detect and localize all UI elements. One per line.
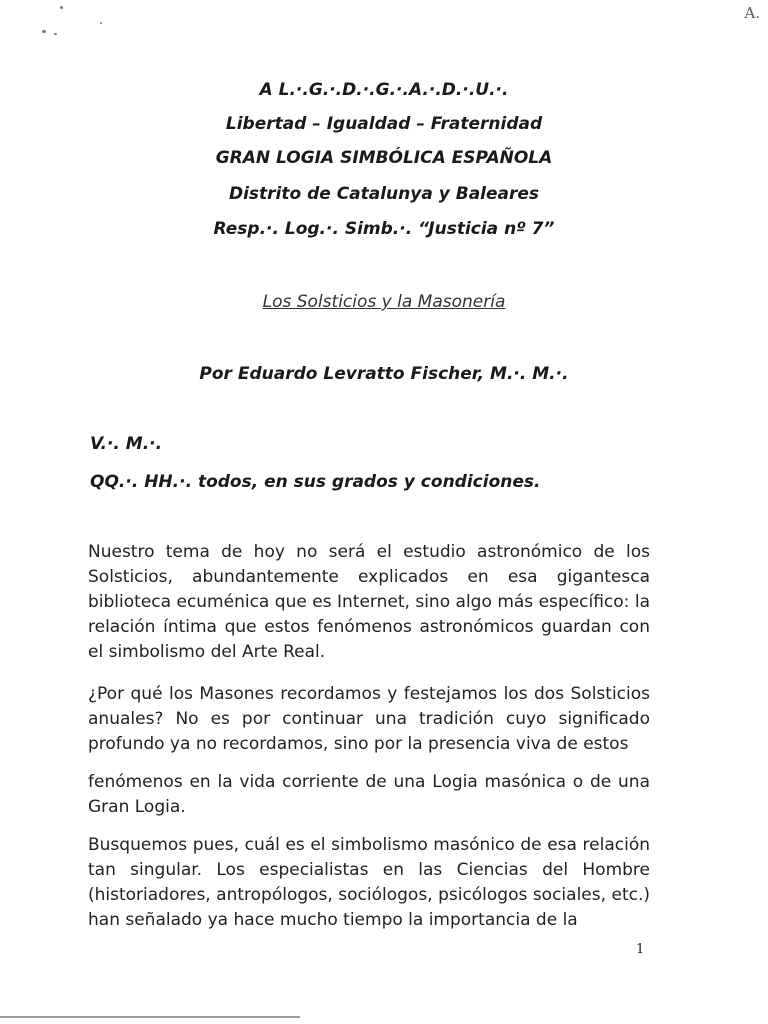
header-line-1: A L.·.G.·.D.·.G.·.A.·.D.·.U.·. [259,80,509,100]
header-motto: Libertad – Igualdad – Fraternidad [225,114,543,134]
header-lodge-name: GRAN LOGIA SIMBÓLICA ESPAÑOLA [215,148,553,168]
header-lodge: Resp.·. Log.·. Simb.·. “Justicia nº 7” [213,219,555,239]
document-title: Los Solsticios y la Masonería [262,292,506,312]
paragraph-1: Nuestro tema de hoy no será el estudio astronómico de los Solsticios, abundantemente explicados en esa gigantesca biblioteca ecuménica que es Internet, sino algo más específico: la relación íntima que estos fenómenos astronómicos guardan con el simbolismo del Arte Real. [88,542,650,662]
bottom-scan-edge [0,1016,300,1018]
paragraph-2b: fenómenos en la vida corriente de una Logia masónica o de una Gran Logia. [88,772,650,817]
paragraph-3: Busquemos pues, cuál es el simbolismo masónico de esa relación tan singular. Los especialistas en las Ciencias del Hombre (historiadores, antropólogos, sociólogos, psicólogos sociales, etc.) han señalado ya hace mucho tiempo la importancia de la [88,835,650,930]
scan-specks [30,0,110,40]
page-number: 1 [636,942,645,957]
salutation-1: V.·. M.·. [90,434,163,454]
paragraph-2a: ¿Por qué los Masones recordamos y festejamos los dos Solsticios anuales? No es por continuar una tradición cuyo significado profundo ya no recordamos, sino por la presencia viva de estos [88,684,650,754]
author-line: Por Eduardo Levratto Fischer, M.·. M.·. [199,364,569,384]
corner-mark: A. [744,4,760,22]
header-district: Distrito de Catalunya y Baleares [228,184,540,204]
salutation-2: QQ.·. HH.·. todos, en sus grados y condiciones. [90,472,541,492]
